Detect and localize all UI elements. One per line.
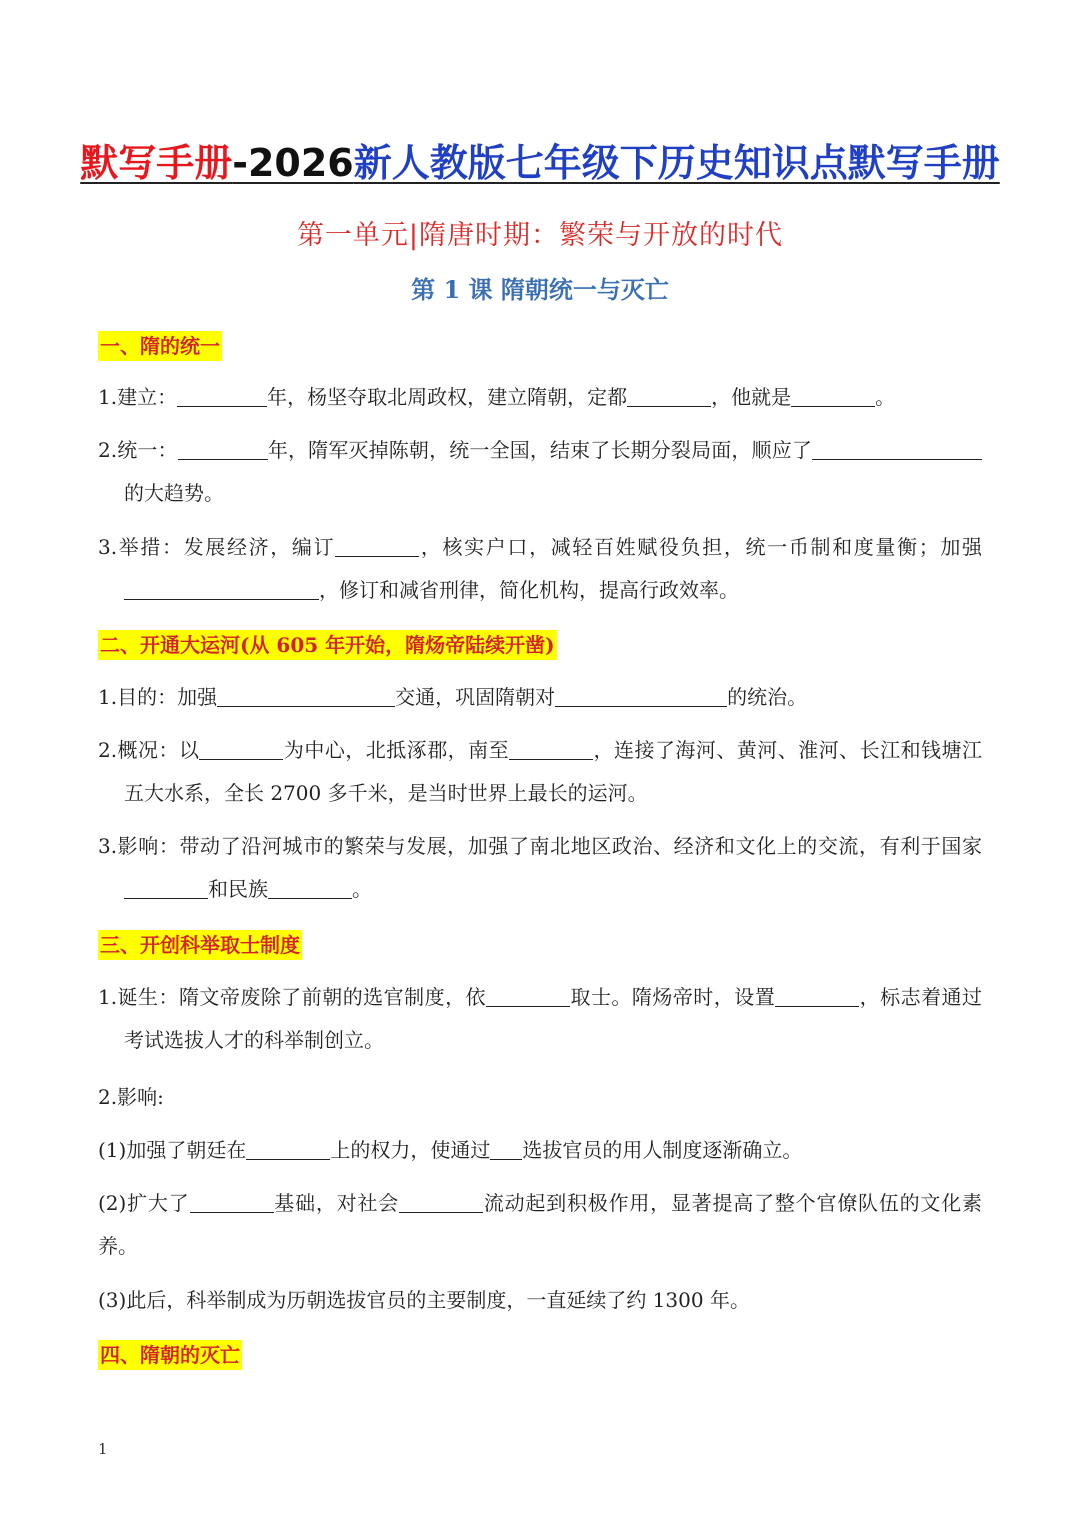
fill-blank[interactable] [399, 1190, 483, 1213]
fill-blank[interactable] [555, 684, 727, 707]
item-3-2: 2.影响: [98, 1085, 164, 1109]
item-1-2: 2.统一： 年，隋军灭掉陈朝，统一全国，结束了长期分裂局面，顺应了的大趋势。 [98, 429, 982, 515]
fill-blank[interactable] [812, 437, 934, 460]
fill-blank[interactable] [268, 876, 352, 899]
fill-blank[interactable] [217, 684, 395, 707]
fill-blank[interactable] [490, 1137, 522, 1160]
item-3-2-3: (3)此后，科举制成为历朝选拔官员的主要制度，一直延续了约 1300 年。 [98, 1288, 750, 1312]
fill-blank[interactable] [509, 737, 593, 760]
fill-blank[interactable] [791, 384, 875, 407]
document-title [0, 132, 1080, 187]
section-heading-1: 一、隋的统一 [98, 331, 222, 361]
fill-blank[interactable] [627, 384, 711, 407]
fill-blank[interactable] [178, 437, 268, 460]
item-3-1: 1.诞生：隋文帝废除了前朝的选官制度，依 取士。隋炀帝时，设置 ，标志着通过考试选拔人才的科举制创立。 [98, 985, 983, 1052]
fill-blank[interactable] [124, 876, 208, 899]
title-part-blue: 新人教版七年级下历史知识点默写手册 [353, 141, 1000, 185]
fill-blank[interactable] [775, 984, 859, 1007]
fill-blank[interactable] [486, 984, 570, 1007]
fill-blank[interactable] [124, 577, 319, 600]
title-part-red: 默写手册 [80, 141, 233, 185]
lesson-title: 第 1 课 隋朝统一与灭亡 [411, 275, 669, 304]
section-heading-2: 二、开通大运河(从 605 年开始，隋炀帝陆续开凿) [98, 630, 557, 660]
fill-blank[interactable] [199, 737, 283, 760]
item-2-3: 3.影响：带动了沿河城市的繁荣与发展，加强了南北地区政治、经济和文化上的交流，有利于国家和民族 。 [98, 834, 982, 901]
item-2-1: 1.目的：加强 交通，巩固隋朝对 的统治。 [98, 685, 808, 709]
item-3-2-2: (2)扩大了 基础，对社会 流动起到积极作用，显著提高了整个官僚队伍的文化素养。 [98, 1191, 982, 1258]
title-part-year: -2026 [232, 141, 354, 185]
item-1-1: 1.建立： 年，杨坚夺取北周政权，建立隋朝，定都 ，他就是 。 [98, 385, 896, 409]
item-1-3: 3.举措：发展经济，编订 ，核实户口，减轻百姓赋役负担，统一币制和度量衡；加强，修订和减省刑律，简化机构，提高行政效率。 [98, 535, 983, 602]
unit-title: 第一单元|隋唐时期：繁荣与开放的时代 [296, 220, 784, 251]
item-2-2: 2.概况：以 为中心，北抵涿郡，南至 ，连接了海河、黄河、淮河、长江和钱塘江五大水系，全长 2700 多千米，是当时世界上最长的运河。 [98, 738, 983, 805]
item-3-2-1: (1)加强了朝廷在 上的权力，使通过 选拔官员的用人制度逐渐确立。 [98, 1138, 803, 1162]
fill-blank[interactable] [177, 384, 267, 407]
fill-blank[interactable] [934, 437, 982, 460]
page-number: 1 [98, 1440, 108, 1458]
fill-blank[interactable] [190, 1190, 274, 1213]
section-heading-3: 三、开创科举取士制度 [98, 930, 302, 960]
fill-blank[interactable] [246, 1137, 330, 1160]
fill-blank[interactable] [335, 534, 419, 557]
section-heading-4: 四、隋朝的灭亡 [98, 1340, 242, 1370]
